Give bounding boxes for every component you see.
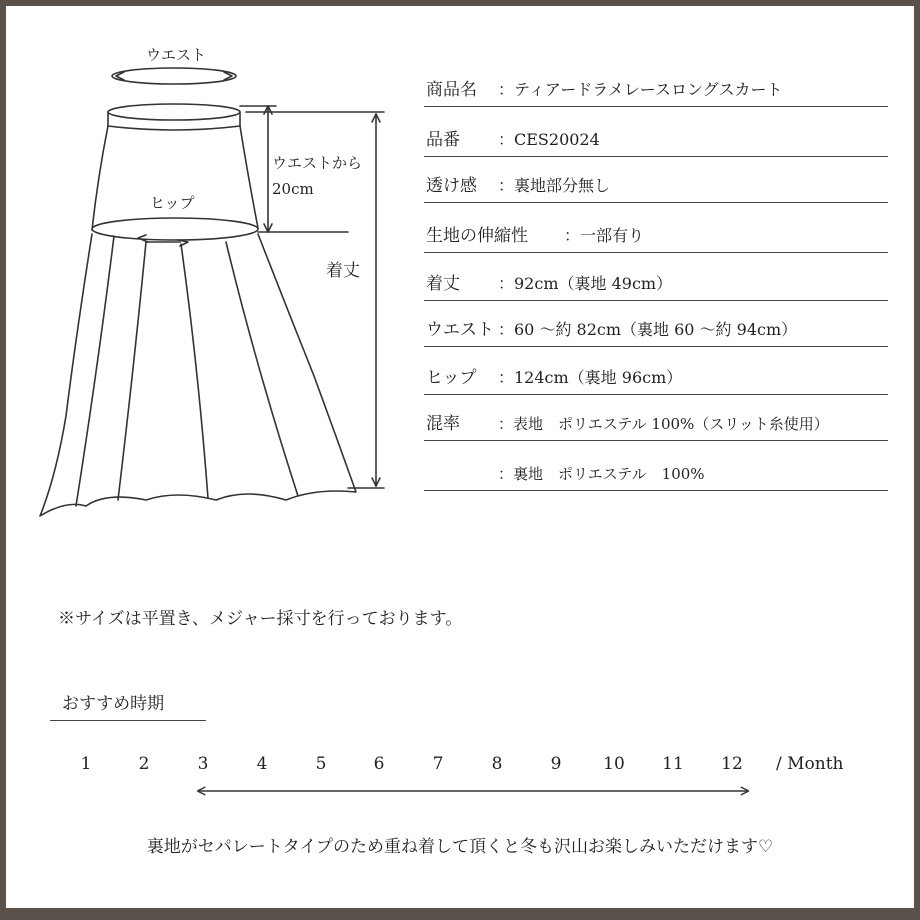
waist-label: ウエスト xyxy=(146,46,207,64)
spec-key: 混率 xyxy=(426,414,460,434)
footer-message: 裏地がセパレートタイプのため重ね着して頂くと冬も沢山お楽しみいただけます♡ xyxy=(146,837,774,857)
month-11: 11 xyxy=(662,754,684,774)
spec-value: ：一部有り xyxy=(564,226,645,245)
spec-value: ：表地 ポリエステル 100%（スリット糸使用） xyxy=(498,415,829,433)
product-size-card xyxy=(6,6,914,908)
month-9: 9 xyxy=(550,754,562,774)
from-waist-20cm-label: 20cm xyxy=(272,180,314,198)
spec-key: 生地の伸縮性 xyxy=(426,226,528,246)
waist-measure-ellipse xyxy=(112,68,236,84)
spec-row-fabric-outer xyxy=(424,408,888,441)
spec-row-sheerness xyxy=(424,170,888,203)
spec-key: 品番 xyxy=(426,130,460,150)
spec-row-name xyxy=(424,74,888,107)
month-12: 12 xyxy=(721,754,743,774)
season-title: おすすめ時期 xyxy=(50,689,206,721)
from-waist-label: ウエストから xyxy=(272,154,363,172)
month-1: 1 xyxy=(80,754,92,774)
length-label: 着丈 xyxy=(326,261,360,281)
month-10: 10 xyxy=(603,754,625,774)
month-2: 2 xyxy=(138,754,150,774)
spec-key: 商品名 xyxy=(426,80,477,100)
spec-key: ウエスト xyxy=(426,320,494,340)
waistband-top xyxy=(108,104,240,120)
month-4: 4 xyxy=(256,754,268,774)
spec-row-fabric-lining xyxy=(424,458,888,491)
spec-value: ：裏地 ポリエステル 100% xyxy=(498,465,705,483)
month-5: 5 xyxy=(315,754,327,774)
measurement-note: ※サイズは平置き、メジャー採寸を行っております。 xyxy=(58,609,463,629)
skirt-outline xyxy=(40,234,356,516)
spec-row-stretch xyxy=(424,220,888,253)
month-3: 3 xyxy=(197,754,209,774)
spec-row-code xyxy=(424,124,888,157)
spec-row-length xyxy=(424,268,888,301)
spec-value: ：124cm（裏地 96cm） xyxy=(498,368,683,387)
hip-measure-ellipse xyxy=(92,218,258,240)
month-unit: / Month xyxy=(776,754,844,774)
season-range-arrow xyxy=(6,781,914,801)
hip-label: ヒップ xyxy=(150,194,195,212)
month-8: 8 xyxy=(491,754,503,774)
spec-key: ヒップ xyxy=(426,368,477,388)
spec-row-hip xyxy=(424,362,888,395)
spec-key: 着丈 xyxy=(426,274,460,294)
spec-value: ：裏地部分無し xyxy=(498,176,611,195)
spec-value: ：CES20024 xyxy=(498,130,600,149)
month-7: 7 xyxy=(432,754,444,774)
spec-value: ：60 〜約 82cm（裏地 60 〜約 94cm） xyxy=(498,320,798,339)
spec-row-waist xyxy=(424,314,888,347)
spec-value: ：92cm（裏地 49cm） xyxy=(498,274,673,293)
month-6: 6 xyxy=(373,754,385,774)
spec-key: 透け感 xyxy=(426,176,477,196)
spec-value: ：ティアードラメレースロングスカート xyxy=(498,80,783,99)
